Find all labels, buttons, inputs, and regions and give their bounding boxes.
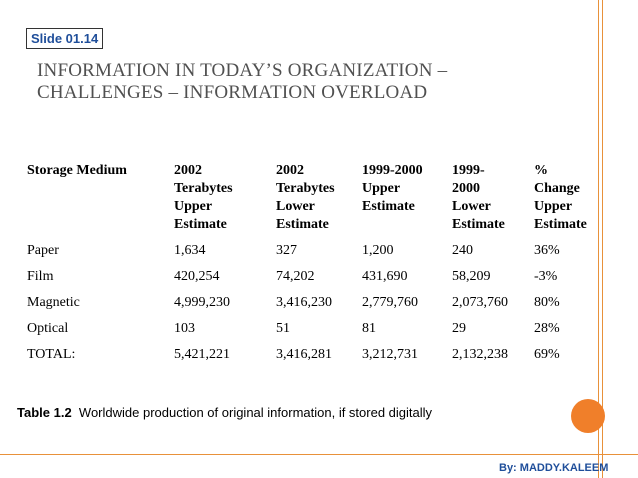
column-header	[174, 162, 276, 242]
column-header-line: Estimate	[534, 217, 587, 232]
table-row	[27, 346, 600, 372]
table-cell: 69%	[534, 347, 560, 362]
author-credit: By: MADDY.KALEEM	[499, 462, 609, 474]
table-cell: 3,416,230	[276, 295, 332, 310]
table-cell: 431,690	[362, 269, 408, 284]
table-body	[27, 242, 600, 372]
table-cell: Film	[27, 269, 54, 284]
column-header	[534, 162, 600, 242]
table-cell: 5,421,221	[174, 347, 230, 362]
column-header	[452, 162, 534, 242]
column-header-line: Storage Medium	[27, 163, 127, 178]
column-header-line: %	[534, 163, 548, 178]
column-header-line: Estimate	[452, 217, 505, 232]
slide-number-tag: Slide 01.14	[26, 28, 103, 49]
bottom-accent-line	[0, 454, 638, 455]
column-header-line: Upper	[362, 181, 401, 196]
data-table	[27, 162, 600, 372]
table-cell: Paper	[27, 243, 59, 258]
table-cell: 36%	[534, 243, 560, 258]
table-row	[27, 268, 600, 294]
column-header-line: Lower	[276, 199, 315, 214]
table-cell: 51	[276, 321, 290, 336]
table-cell: 29	[452, 321, 466, 336]
column-header-line: Estimate	[362, 199, 415, 214]
column-header-line: Estimate	[174, 217, 227, 232]
slide-title-line-1: INFORMATION IN TODAY’S ORGANIZATION –	[37, 60, 448, 81]
table-cell: 80%	[534, 295, 560, 310]
table-cell: 58,209	[452, 269, 491, 284]
decorative-circle	[571, 399, 605, 433]
table-cell: 4,999,230	[174, 295, 230, 310]
table-header-row	[27, 162, 600, 242]
table-cell: 2,779,760	[362, 295, 418, 310]
table-cell: 3,212,731	[362, 347, 418, 362]
column-header-line: 1999-	[452, 163, 485, 178]
table-cell: 3,416,281	[276, 347, 332, 362]
column-header-line: Upper	[534, 199, 573, 214]
table-cell: 103	[174, 321, 195, 336]
table-row	[27, 320, 600, 346]
column-header-line: Change	[534, 181, 580, 196]
table-cell: Magnetic	[27, 295, 80, 310]
column-header-line: Estimate	[276, 217, 329, 232]
column-header-line: Terabytes	[276, 181, 335, 196]
table-cell: 420,254	[174, 269, 220, 284]
table-caption	[17, 405, 432, 420]
table-cell: 28%	[534, 321, 560, 336]
column-header-line: 1999-2000	[362, 163, 423, 178]
column-header	[276, 162, 362, 242]
table-cell: TOTAL:	[27, 347, 76, 362]
column-header-line: 2002	[174, 163, 202, 178]
slide-title-line-2: CHALLENGES – INFORMATION OVERLOAD	[37, 82, 428, 103]
table-cell: 1,200	[362, 243, 394, 258]
table-cell: 240	[452, 243, 473, 258]
column-header-line: Lower	[452, 199, 491, 214]
column-header-line: Upper	[174, 199, 213, 214]
column-header-line: 2000	[452, 181, 480, 196]
table-row	[27, 242, 600, 268]
table-cell: 74,202	[276, 269, 315, 284]
table-cell: 2,073,760	[452, 295, 508, 310]
column-header-line: Terabytes	[174, 181, 233, 196]
table-cell: Optical	[27, 321, 69, 336]
table-cell: 2,132,238	[452, 347, 508, 362]
table-cell: 327	[276, 243, 297, 258]
table-cell: 81	[362, 321, 376, 336]
table-cell: 1,634	[174, 243, 206, 258]
slide-title	[37, 60, 557, 104]
table-cell: -3%	[534, 269, 558, 284]
column-header-line: 2002	[276, 163, 304, 178]
caption-text: Worldwide production of original information, if stored digitally	[78, 405, 433, 420]
column-header	[362, 162, 452, 242]
caption-label: Table 1.2	[17, 405, 72, 420]
table-row	[27, 294, 600, 320]
column-header	[27, 162, 174, 242]
